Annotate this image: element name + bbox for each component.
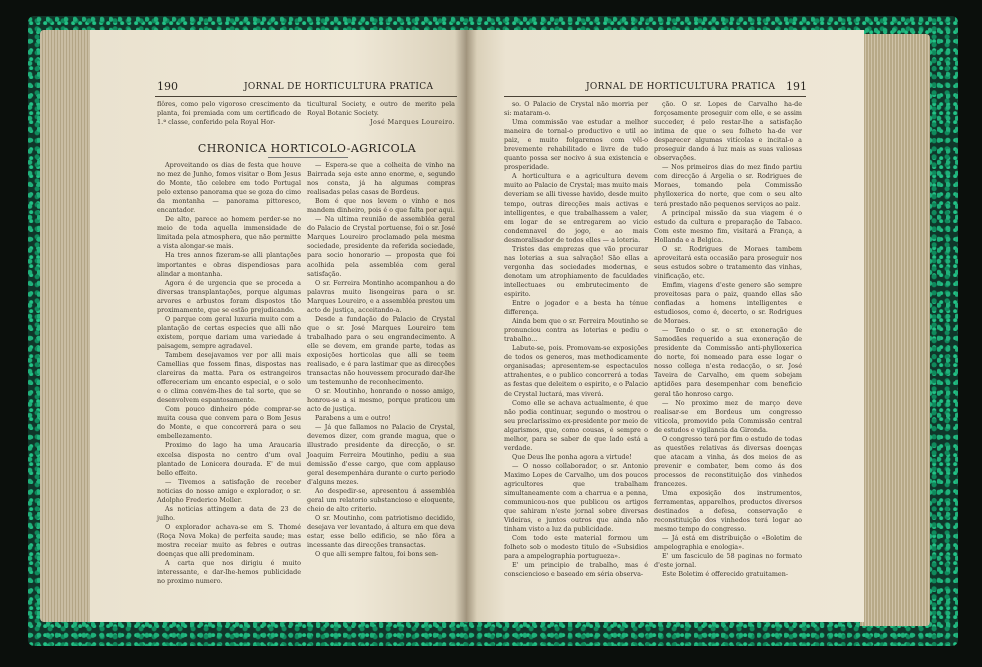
paragraph: Uma exposição dos instrumentos, ferramentas, apparelhos, productos diversos destinados a defesa, conservação e reconstituição dos vinhedos terá logar ao mesmo tempo do congresso. [654, 489, 802, 534]
header-rule-right [504, 96, 806, 97]
page-edges-right [860, 34, 930, 626]
paragraph: O sr. Ferreira Montinho acompanhou a do palavras muito lisongeiras para o sr. Marques Loureiro, e a assembléa prestou um acto de justiça, acceitando-a. [307, 278, 455, 314]
left-column-1 [157, 161, 301, 586]
paragraph: — Tivemos a satisfação de receber noticias do nosso amigo e explorador, o sr. Adolpho Frederico Moller. [157, 477, 301, 504]
left-col2-top: ticultural Society, e outro de merito pela Royal Botanic Society. José Marques Loureiro. [307, 100, 455, 127]
paragraph: Labute-se, pois. Promovam-se exposições de todos os generos, mas methodicamente organisadas; apresentem-se espectaculos attrahentes, e o publico concorrerá a todas as festas que deleitem o espirito, e o Palacio de Crystal luctará, mas viverá. [504, 344, 648, 398]
paragraph: Ha tres annos fizeram-se alli plantações importantes e obras dispendiosas para alindar a montanha. [157, 251, 301, 278]
paragraph: Que Deus lhe ponha agora a virtude! [512, 452, 632, 461]
paragraph: O congresso terá por fim o estudo de todas as questões relativas ás diversas doenças que atacam a vinha, ás dos meios de as prevenir e combater, bem como ás dos processos de reconstituição dos vinhedos francezes. [654, 434, 802, 488]
paragraph: — No proximo mez de março deve realisar-se em Bordeus um congresso viticola, promovido pela Commissão central de estudos e vigilancia da Gironda. [654, 398, 802, 434]
paragraph: Emfim, viagens d'este genero são sempre proveitosas para o paiz, quando ellas são confiadas a homens intelligentes e estudiosos, como é, decerto, o sr. Rodrigues de Moraes. [654, 280, 802, 326]
paragraph: O explorador achava-se em S. Thomé (Roça Nova Moka) de perfeita saude; mas mostra receiar muito as febres e outras doenças que alli predominam. [157, 522, 301, 559]
right-column-2 [654, 100, 802, 579]
paragraph: O que alli sempre faltou, foi bons sen- [315, 550, 439, 559]
paragraph: Bom é que nos levem o vinho e nos mandem dinheiro, pois é o que falta por aqui. [307, 197, 455, 215]
running-header-left: JORNAL DE HORTICULTURA PRATICA [244, 82, 434, 92]
paragraph: O sr. Moutinho, com patriotismo decidido, desejava ver levantado, á altura em que deva estar, esse bello edificio, se não fôra a incessante das direcções transactas. [307, 513, 455, 549]
paragraph: — Tendo o sr. o sr. exoneração de Samodães requerido a sua exoneração de presidente da Commissão anti-phylloxerica do norte, foi nomeado para esse logar o nosso collega n'esta redacção, o sr. José Taveira de Carvalho, em quem sobejam aptidões para desempenhar com beneficio geral tão honroso cargo. [654, 326, 802, 398]
paragraph: — Na ultima reunião de assembléa geral do Palacio de Crystal portuense, foi o sr. José Marques Loureiro proclamado pela mesma sociedade, presidente da referida sociedade, para socio honorario — proposta que foi acolhida pela assembléa com geral satisfação. [307, 215, 455, 278]
running-header-right: JORNAL DE HORTICULTURA PRATICA [586, 82, 776, 92]
paragraph: — Já está em distribuição o «Boletim de ampelographia e enologia». [654, 534, 802, 552]
page-edges-left [40, 30, 96, 622]
section-title: CHRONICA HORTICOLO-AGRICOLA [197, 142, 417, 155]
paragraph: so. O Palacio de Crystal não morria per si: mataram-o. [504, 100, 648, 118]
paragraph: — O nosso collaborador, o sr. Antonio Maximo Lopes de Carvalho, um dos poucos agricultores que trabalham simultaneamente com a charrua e a penna, communicou-nos que publicou os artigos que sahiram n'este jornal sobre diversas Videiras, e juntos outros que ainda não tinham visto a luz da publicidade. [504, 461, 648, 534]
paragraph: O sr. Moutinho, honrando o nosso amigo, honrou-se a si mesmo, porque praticou um acto de justiça. [307, 387, 455, 414]
paragraph: — Espera-se que a colheita de vinho na Bairrada seja este anno enorme, e, segundo nos consta, já ha algumas compras realisadas pelas casas de Bordeus. [307, 161, 455, 197]
paragraph: As noticias attingem a data de 23 de julho. [157, 504, 301, 522]
paragraph: Agora é de urgencia que se proceda a diversas transplantações, porque algumas arvores e arbustos foram dispostos tão proximamente, que se estão prejudicando. [157, 278, 301, 314]
header-rule-left [155, 96, 457, 97]
paragraph: — Já que fallamos no Palacio de Crystal, devemos dizer, com grande magua, que o illustrado presidente da direcção, o sr. Joaquim Ferreira Moutinho, pediu a sua demissão d'esse cargo, que com applauso geral desempenhára durante o curto periodo d'alguns mezes. [307, 423, 455, 486]
paragraph: Parabens a um e outro! [315, 414, 391, 423]
paragraph: Proximo do lago ha uma Araucaria excelsa disposta no centro d'um oval plantado de Lonicera dourada. E' de mui bello effeito. [157, 441, 301, 477]
paragraph: Desde a fundação do Palacio de Crystal que o sr. José Marques Loureiro tem trabalhado para o seu engrandecimento. A elle se devem, em grande parte, todas as exposições horticolas que alli se teem realisado, e é para lastimar que as direcções transactas não houvessem procurado dar-lhe um testemunho de reconhecimento. [307, 314, 455, 387]
page-number-left: 190 [157, 80, 178, 93]
paragraph: — Nos primeiros dias do mez findo partiu com direcção á Argelia o sr. Rodrigues de Moraes, tomando pela Commissão phylloxerica do norte, que com o seu alto terá prestado não pequenos serviços ao paiz. [654, 163, 802, 208]
paragraph: Aproveitando os dias de festa que houve no mez de Junho, fomos visitar o Bom Jesus do Monte, tão celebre em todo Portugal pelo extenso panorama que se goza do cimo da montanha — panorama pittoresco, encantador. [157, 161, 301, 215]
paragraph: Com pouco dinheiro póde comprar-se muita cousa que convem para o Bom Jesus do Monte, e que concorrerá para o seu embellezamento. [157, 405, 301, 441]
signature: José Marques Loureiro. [370, 118, 455, 127]
paragraph: A carta que nos dirigiu é muito interessante, e dar-lhe-hemos publicidade no proximo numero. [157, 559, 301, 586]
paragraph: E' um principio de trabalho, mas é consciencioso e baseado em séria observa- [504, 561, 648, 579]
paragraph: Ao despedir-se, apresentou á assembléa geral um relatorio substancioso e eloquente, cheio de alto criterio. [307, 486, 455, 513]
paragraph: Ainda bem que o sr. Ferreira Moutinho se pronunciou contra as loterias e pediu o trabalho... [504, 317, 648, 344]
paragraph: O sr. Rodrigues de Moraes tambem aproveitará esta occasião para proseguir nos seus estudos sobre o tratamento das vinhas, vinificação, etc. [654, 244, 802, 280]
left-column-2 [307, 161, 455, 559]
paragraph: Tristes das emprezas que vão procurar nas loterias a sua salvação! São ellas a vergonha das sociedades modernas, e denotam um atrophiamento de faculdades intellectuaes ou embrutecimento de espirito. [504, 244, 648, 298]
paragraph: ção. O sr. Lopes de Carvalho ha-de forçosamente proseguir com elle, e se assim succeder, é pelo restar-lhe a satisfação intima de que o seu folheto ha-de ver desparecer algumas vitícolas e incital-o a proseguir dando á luz mais as suas valiosas observações. [654, 100, 802, 163]
paragraph: Uma commissão vae estudar a melhor maneira de tornal-o productivo e util ao paiz, e muito folgaremos com vêl-o brevemente rehabilitado e livre de tudo quanto possa ser nocivo á sua existencia e prosperidade. [504, 118, 648, 172]
right-column-1 [504, 100, 648, 579]
paragraph: Tambem desejavamos ver por alli mais Camellias que fossem finas, dispostas nas clareiras da matta. Para os estrangeiros offereceriam um encanto especial, e o solo e o clima convém-lhes de tal sorte, que se desenvolvem espantosamente. [157, 350, 301, 405]
paragraph: De alto, parece ao homem perder-se no meio de toda aquella immensidade de limitada pela atmosphera, que não permitte a vista alongar-se mais. [157, 215, 301, 251]
paragraph: Com todo este material formou um folheto sob o modesto titulo de «Subsidios para a ampelographia portugueza». [504, 534, 648, 561]
paragraph: O parque com geral luxuria muito com a plantação de certas especies que alli não existem, porque dariam uma variedade á paisagem, sempre agradavel. [157, 314, 301, 350]
title-underline [268, 157, 348, 158]
paragraph: A principal missão da sua viagem é o estudo da cultura e preparação de Tabaco. Com este mesmo fim, visitará a França, a Hollanda e a Belgica. [654, 208, 802, 244]
paragraph: Este Boletim é offerecido gratuitamen- [662, 570, 788, 579]
page-number-right: 191 [786, 80, 807, 93]
paragraph: A horticultura e a agricultura devem muito ao Palacio de Crystal; mas muito mais deveriam se alli tivesse havido, desde muito tempo, outras direcções mais activas e intelligentes, e que trabalhassem a valer, em logar de se entregarem ao vicio condemnavel do jogo, e ao mais desmoralisador de todos elles — a loteria. [504, 172, 648, 244]
paragraph: Entre o jogador e a besta ha ténue differença. [504, 299, 648, 317]
left-col1-top: flôres, como pelo vigoroso crescimento da planta, foi premiada com um certificado de 1.ª classe, conferido pela Royal Hor- [157, 100, 301, 127]
paragraph: Como elle se achava actualmente, é que não podia continuar, segundo o mostrou o seu preclarissimo ex-presidente por meio de algarismos, que, como cousas, é sempre o melhor, para se saber de que lado está a verdade. [504, 398, 648, 452]
book-gutter [455, 30, 477, 622]
paragraph: E' um fasciculo de 58 paginas no formato d'este jornal. [654, 552, 802, 570]
